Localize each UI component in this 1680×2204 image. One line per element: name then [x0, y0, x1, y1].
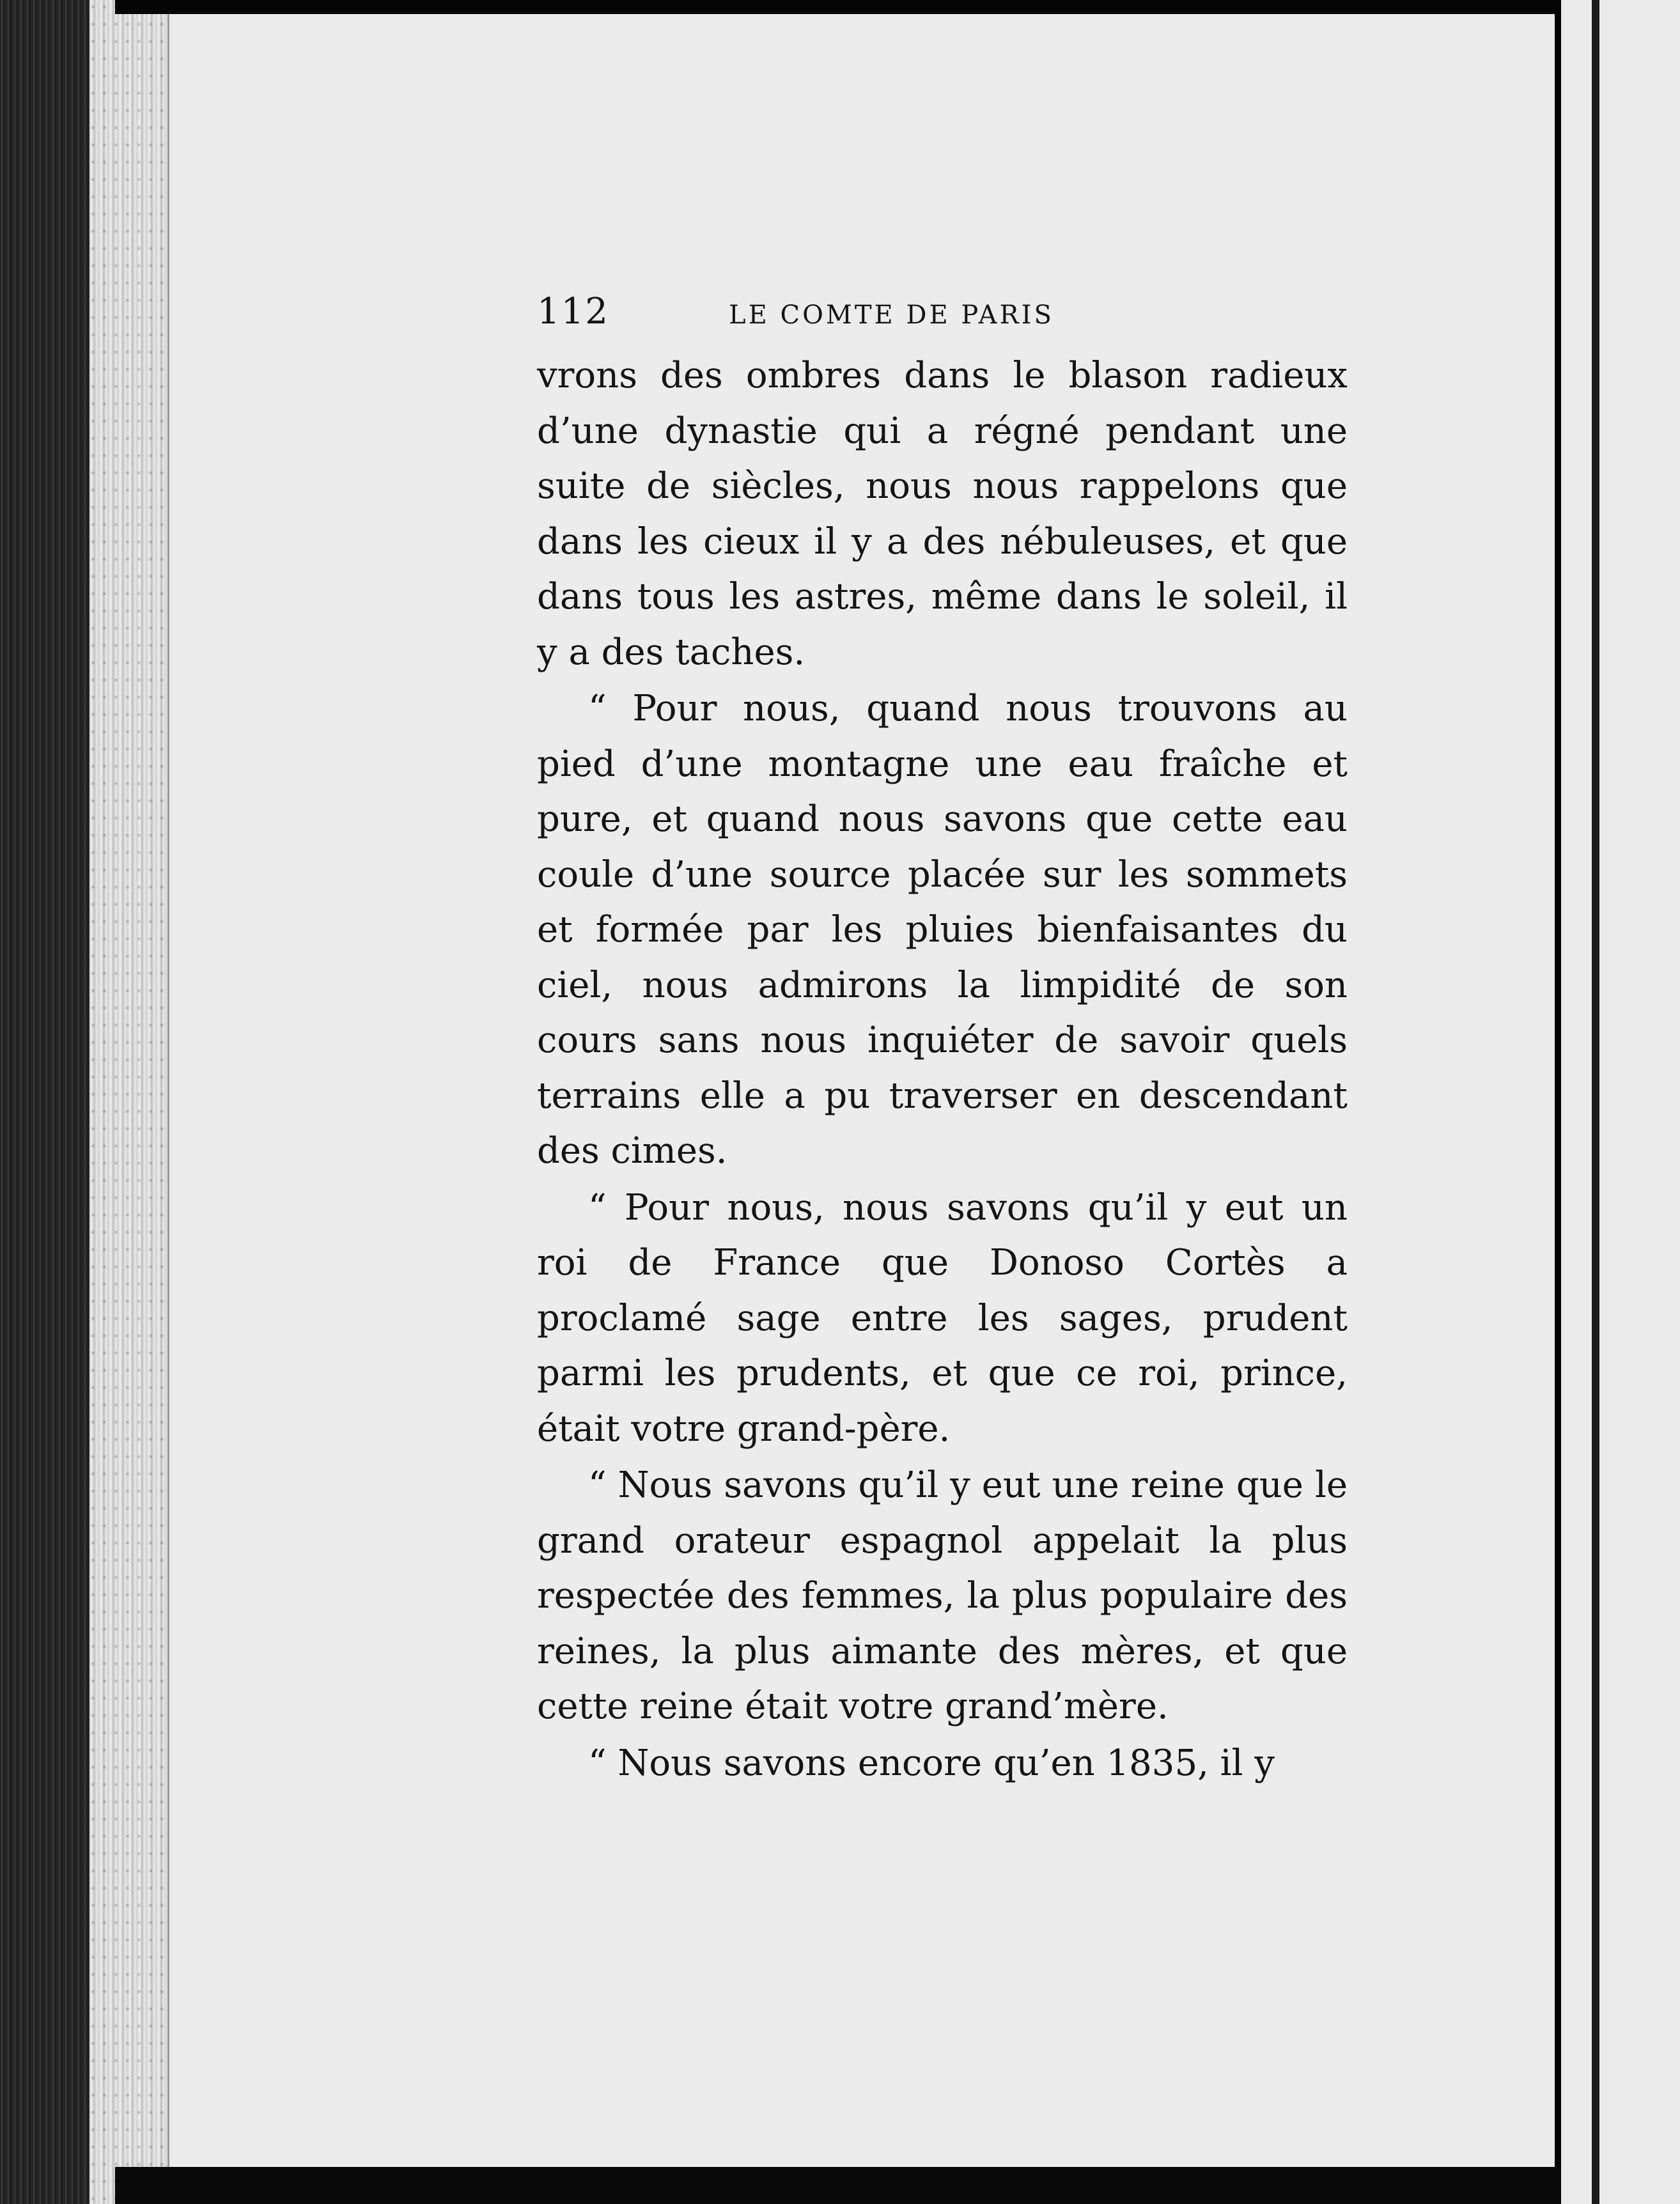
scan-right-shadow — [1592, 0, 1599, 2204]
running-head — [537, 291, 1348, 348]
scan-right-margin — [1555, 0, 1680, 2204]
running-title: LE COMTE DE PARIS — [729, 300, 1054, 330]
paragraph-2: “ Pour nous, quand nous trouvons au pied d’une montagne une eau fraîche et pure, et quand nous savons que cette eau coule d’une source placée sur les sommets et formée par les pluies bienfaisantes du ciel, nous admirons la limpidité de son cours sans nous inquiéter de savoir quels terrains elle a pu traverser en descendant des cimes. — [537, 688, 1348, 1172]
paragraph-4: “ Nous savons qu’il y eut une reine que le grand orateur espagnol appelait la plus respectée des femmes, la plus populaire des reines, la plus aimante des mères, et que cette reine était votre grand’mère. — [537, 1464, 1348, 1727]
scan-bottom-border — [115, 2167, 1560, 2204]
scan-top-border — [115, 0, 1560, 14]
paragraph-3: “ Pour nous, nous savons qu’il y eut un roi de France que Donoso Cortès a proclamé sage entre les sages, prudent parmi les prudents, et que ce roi, prince, était votre grand-père. — [537, 1186, 1348, 1450]
paragraph-1: vrons des ombres dans le blason radieux d’une dynastie qui a régné pendant une suite de siècles, nous nous rappelons que dans les cieux il y a des nébuleuses, et que dans tous les astres, même dans le soleil, il y a des taches. — [537, 355, 1348, 673]
page-text — [537, 291, 1348, 1791]
scan-left-margin — [0, 0, 102, 2204]
paragraph-5: “ Nous savons encore qu’en 1835, il y — [588, 1742, 1275, 1784]
page-number: 112 — [537, 291, 609, 332]
